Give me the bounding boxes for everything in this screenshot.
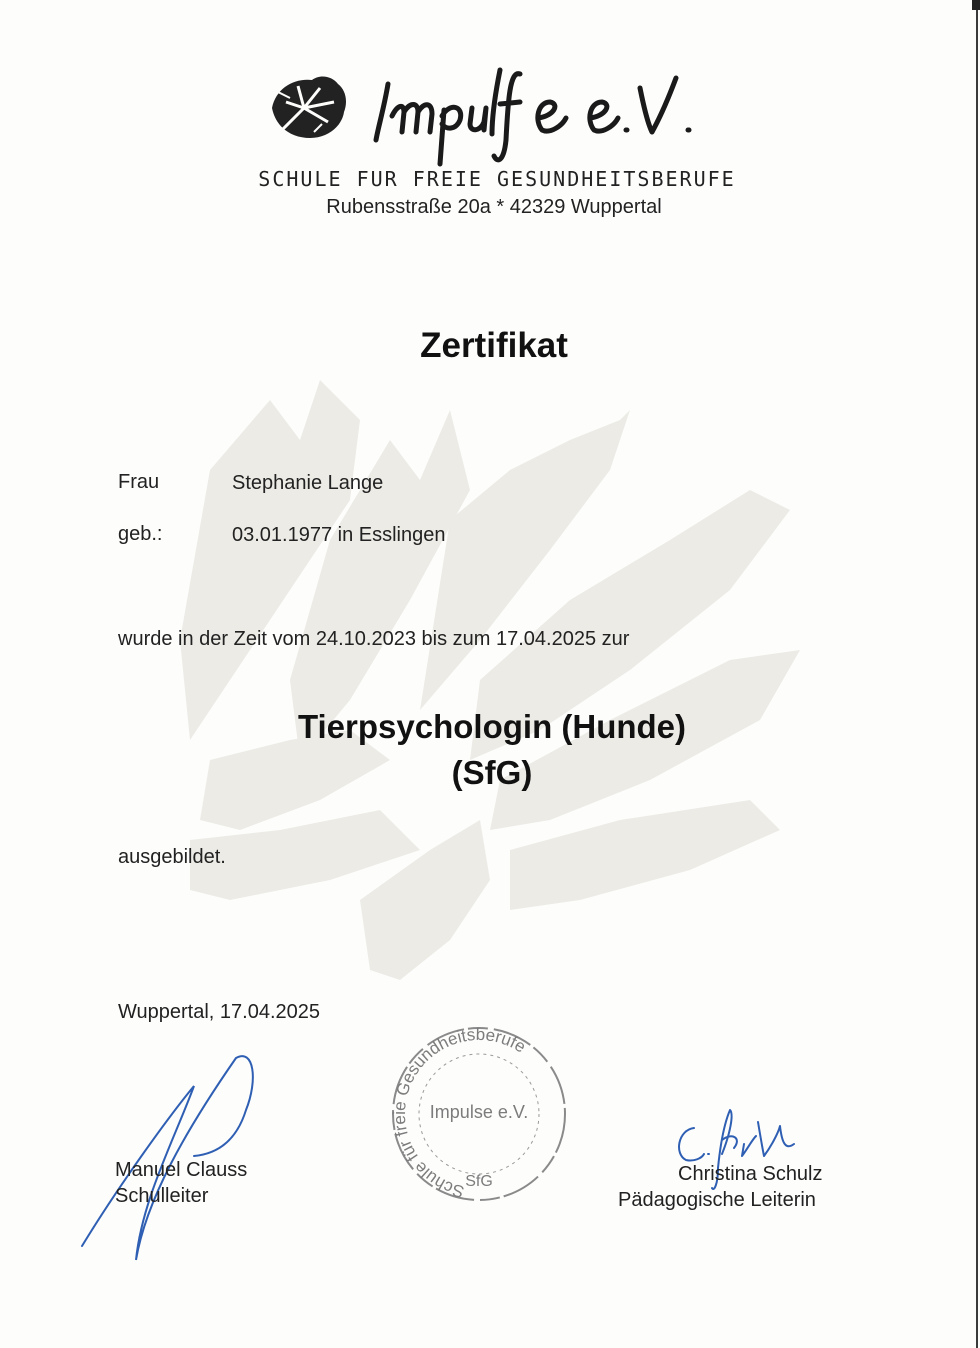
stamp-center-text: Impulse e.V.: [429, 1102, 529, 1122]
training-period-text: wurde in der Zeit vom 24.10.2023 bis zum 17.04.2025 zur: [118, 628, 630, 650]
closing-text: ausgebildet.: [118, 846, 226, 868]
scan-corner: [972, 0, 980, 10]
signatory-name-left: Manuel Clauss: [115, 1159, 248, 1181]
signatory-name-right: Christina Schulz: [678, 1163, 823, 1185]
stamp-bottom-text: SfG: [465, 1173, 493, 1190]
leaf-logo-icon: [268, 72, 350, 142]
born-label: geb.:: [118, 523, 163, 545]
born-value: 03.01.1977 in Esslingen: [232, 524, 446, 546]
qualification-title: Tierpsychologin (Hunde): [297, 708, 687, 745]
page-title: Zertifikat: [420, 326, 568, 365]
salutation-label: Frau: [118, 471, 160, 493]
place-date: Wuppertal, 17.04.2025: [118, 1001, 321, 1023]
school-address: Rubensstraße 20a * 42329 Wuppertal: [326, 196, 662, 218]
signatory-role-right: Pädagogische Leiterin: [618, 1189, 816, 1211]
school-name: SCHULE FUR FREIE GESUNDHEITSBERUFE: [258, 167, 736, 191]
school-stamp: [388, 1022, 570, 1202]
impulse-logo-wordmark: [370, 60, 730, 170]
signatory-role-left: Schulleiter: [115, 1185, 209, 1207]
qualification-suffix: (SfG): [451, 754, 533, 791]
stamp-ring-text: Schule für freie Gesundheitsberufe: [389, 1024, 530, 1202]
recipient-name: Stephanie Lange: [232, 472, 384, 494]
